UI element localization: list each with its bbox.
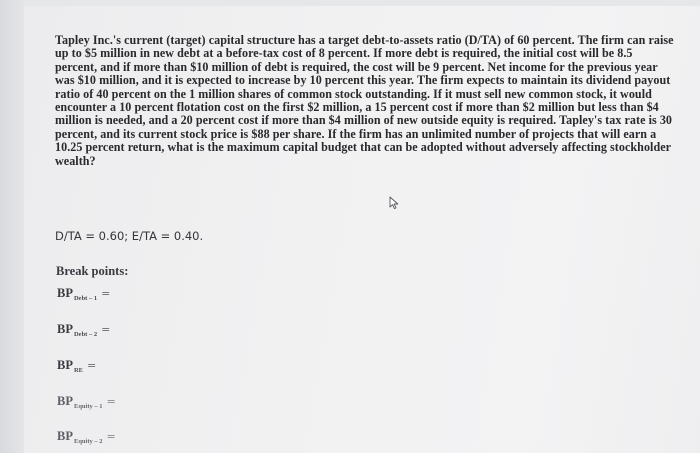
break-point-debt-2 [57,322,110,337]
break-points-heading: Break points: [56,264,129,278]
break-point-label: BP [57,322,73,336]
break-point-subscript: Debt – 1 [73,295,98,302]
break-point-label: BP [57,394,73,408]
break-point-subscript: Equity – 2 [73,438,103,445]
break-point-subscript: Equity – 1 [73,403,103,410]
equals-sign: = [101,323,111,336]
break-point-debt-1 [57,286,110,301]
given-ratios: D/TA = 0.60; E/TA = 0.40. [55,229,204,243]
break-point-label: BP [57,429,73,443]
break-point-label: BP [57,286,73,300]
break-point-subscript: Debt – 2 [73,331,98,338]
break-point-subscript: RE [73,367,84,374]
equals-sign: = [87,359,97,372]
photo-shadow [0,0,24,453]
break-point-equity-1 [57,394,116,409]
equals-sign: = [101,287,111,300]
break-point-label: BP [57,358,73,372]
break-point-equity-2 [57,429,116,444]
mouse-pointer-icon [388,196,400,210]
equals-sign: = [106,395,116,408]
equals-sign: = [106,430,116,443]
break-point-retained-earnings [57,358,96,373]
problem-statement: Tapley Inc.'s current (target) capital structure has a target debt-to-assets ratio (D/TA) of 60 percent. The firm can raise up to $5 million in new debt at a before-tax cost of 8 percent. If more debt is required, the initial cost will be 8.5 percent, and if more than $10 million of debt is required, the cost will be 9 percent. Net income for the previous year was $10 million, and it is expected to increase by 10 percent this year. The firm expects to maintain its dividend payout ratio of 40 percent on the 1 million shares of common stock outstanding. If it must sell new common stock, it would encounter a 10 percent flotation cost on the first $2 million, a 15 percent cost if more than $2 million but less than $4 million is needed, and a 20 percent cost if more than $4 million of new outside equity is required. Tapley's tax rate is 30 percent, and its current stock price is $88 per share. If the firm has an unlimited number of projects that will earn a 10.25 percent return, what is the maximum capital budget that can be adopted without adversely affecting stockholder wealth? [55,33,674,168]
